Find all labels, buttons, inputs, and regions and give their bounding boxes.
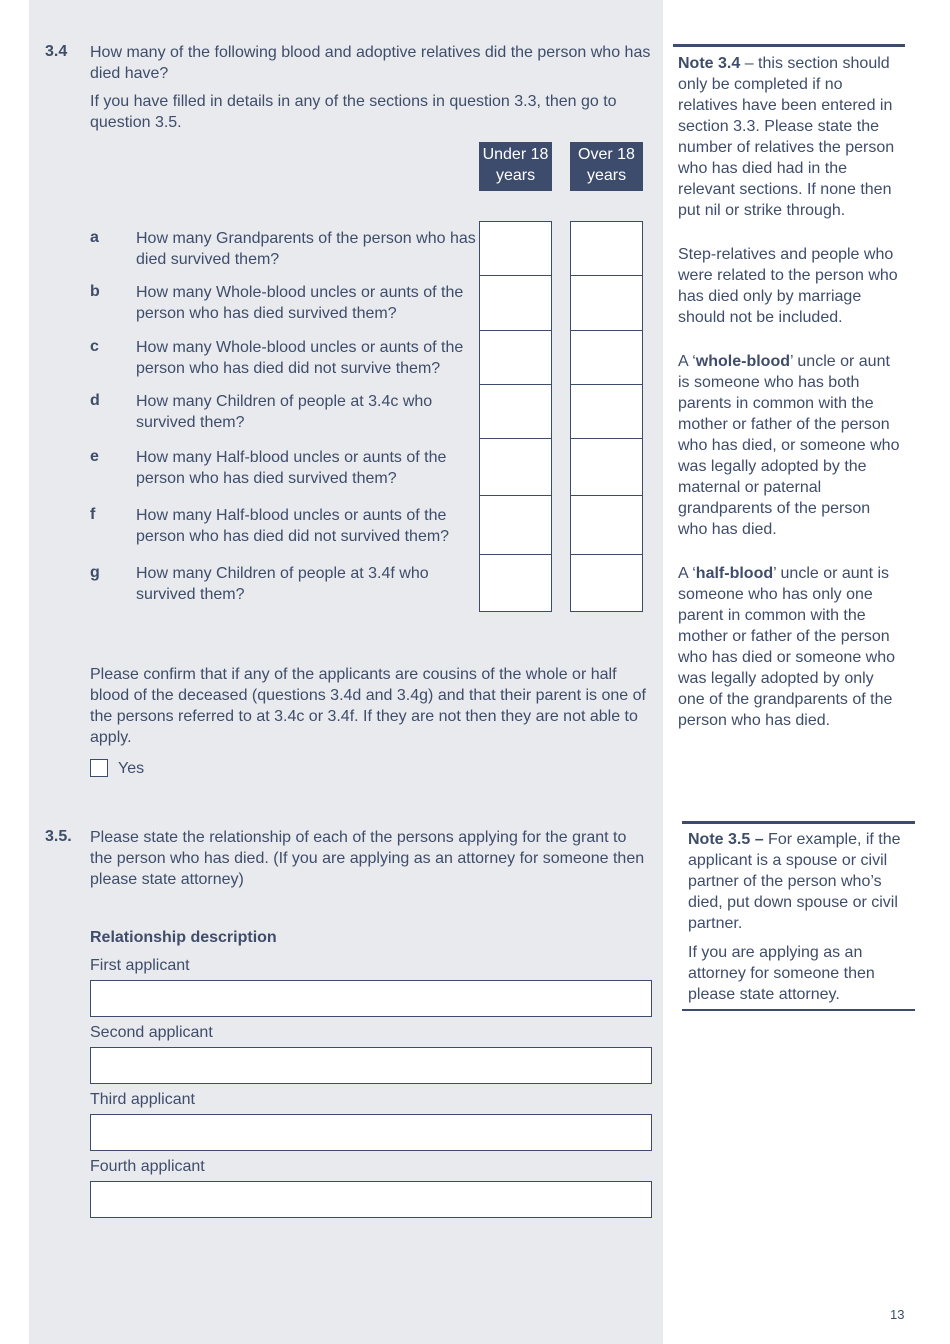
whole-blood-term: whole-blood — [695, 353, 790, 370]
relationship-description-heading: Relationship description — [90, 929, 277, 946]
row-f-over-18-input[interactable] — [570, 495, 643, 555]
half-blood-term: half-blood — [695, 565, 774, 582]
note-half-blood-prefix: A ‘ — [678, 565, 696, 582]
question-3-4-number: 3.4 — [45, 43, 68, 60]
question-3-4-text: How many of the following blood and adoptive relatives did the person who has died have? — [90, 44, 651, 82]
row-b-question: How many Whole-blood uncles or aunts of the person who has died survived them? — [136, 284, 464, 322]
column-header-under-18: Under 18 years — [479, 142, 552, 191]
note-3-5-bottom-rule — [682, 1009, 915, 1011]
second-applicant-relationship-input[interactable] — [90, 1047, 652, 1084]
yes-checkbox[interactable] — [90, 759, 108, 777]
note-3-5 — [688, 829, 910, 1005]
row-b-letter: b — [90, 283, 100, 300]
note-3-5-title: Note 3.5 – — [688, 831, 764, 848]
row-f-letter: f — [90, 506, 96, 523]
row-c-question: How many Whole-blood uncles or aunts of the person who has died did not survive them? — [136, 339, 464, 377]
row-g-over-18-input[interactable] — [570, 554, 643, 612]
row-f-under-18-input[interactable] — [479, 495, 552, 555]
row-c-over-18-input[interactable] — [570, 330, 643, 385]
note-3-4-step-relatives: Step-relatives and people who were related to the person who has died only by marriage should not be included. — [678, 246, 898, 326]
row-c-letter: c — [90, 338, 99, 355]
note-whole-blood-prefix: A ‘ — [678, 353, 696, 370]
fourth-applicant-label: Fourth applicant — [90, 1158, 205, 1175]
question-3-5-text: Please state the relationship of each of the persons applying for the grant to the person who has died. (If you are applying as an attorney for someone then please state attorney) — [90, 829, 645, 888]
third-applicant-label: Third applicant — [90, 1091, 195, 1108]
row-a-over-18-input[interactable] — [570, 221, 643, 276]
row-g-under-18-input[interactable] — [479, 554, 552, 612]
row-d-question: How many Children of people at 3.4c who survived them? — [136, 393, 433, 431]
yes-checkbox-label: Yes — [118, 760, 145, 777]
note-half-blood-definition: ’ uncle or aunt is someone who has only one parent in common with the mother or father of the person who has died or someone who was legally adopted by only one of the grandparents of the person who has died. — [678, 565, 896, 729]
row-d-letter: d — [90, 392, 100, 409]
row-f-question: How many Half-blood uncles or aunts of the person who has died did not survived them? — [136, 507, 450, 545]
note-3-5-top-rule — [682, 821, 915, 824]
row-a-letter: a — [90, 229, 99, 246]
row-d-over-18-input[interactable] — [570, 384, 643, 439]
first-applicant-relationship-input[interactable] — [90, 980, 652, 1017]
third-applicant-relationship-input[interactable] — [90, 1114, 652, 1151]
column-header-over-18: Over 18 years — [570, 142, 643, 191]
note-3-5-body: For example, if the applicant is a spouse or civil partner of the person who’s died, put down spouse or civil partner. — [688, 831, 901, 932]
row-g-question: How many Children of people at 3.4f who survived them? — [136, 565, 429, 603]
row-d-under-18-input[interactable] — [479, 384, 552, 439]
row-g-letter: g — [90, 564, 100, 581]
row-b-over-18-input[interactable] — [570, 275, 643, 331]
row-e-over-18-input[interactable] — [570, 438, 643, 496]
row-c-under-18-input[interactable] — [479, 330, 552, 385]
note-3-4-title: Note 3.4 — [678, 55, 741, 72]
fourth-applicant-relationship-input[interactable] — [90, 1181, 652, 1218]
question-3-5-number: 3.5. — [45, 828, 72, 845]
note-3-4-rule — [673, 44, 905, 47]
row-e-question: How many Half-blood uncles or aunts of the person who has died survived them? — [136, 449, 447, 487]
row-e-under-18-input[interactable] — [479, 438, 552, 496]
page-number: 13 — [890, 1307, 905, 1322]
note-3-4 — [678, 53, 903, 754]
note-whole-blood-definition: ’ uncle or aunt is someone who has both parents in common with the mother or father of the person who has died, or someone who was legally adopted by the maternal or paternal grandparents of the person who has died. — [678, 353, 900, 538]
question-3-4-instruction: If you have filled in details in any of the sections in question 3.3, then go to question 3.5. — [90, 93, 617, 131]
cousins-confirmation-text: Please confirm that if any of the applicants are cousins of the whole or half blood of the deceased (questions 3.4d and 3.4g) and that their parent is one of the persons referred to at 3.4c or 3.4f. If they are not then they are not able to apply. — [90, 666, 646, 746]
row-a-under-18-input[interactable] — [479, 221, 552, 276]
row-a-question: How many Grandparents of the person who has died survived them? — [136, 230, 476, 268]
second-applicant-label: Second applicant — [90, 1024, 213, 1041]
row-b-under-18-input[interactable] — [479, 275, 552, 331]
row-e-letter: e — [90, 448, 99, 465]
note-3-4-intro: – this section should only be completed if no relatives have been entered in section 3.3. Please state the number of relatives the person who has died had in the relevant sections. If none then put nil or strike through. — [678, 55, 895, 219]
note-3-5-attorney: If you are applying as an attorney for someone then please state attorney. — [688, 944, 875, 1003]
first-applicant-label: First applicant — [90, 957, 190, 974]
